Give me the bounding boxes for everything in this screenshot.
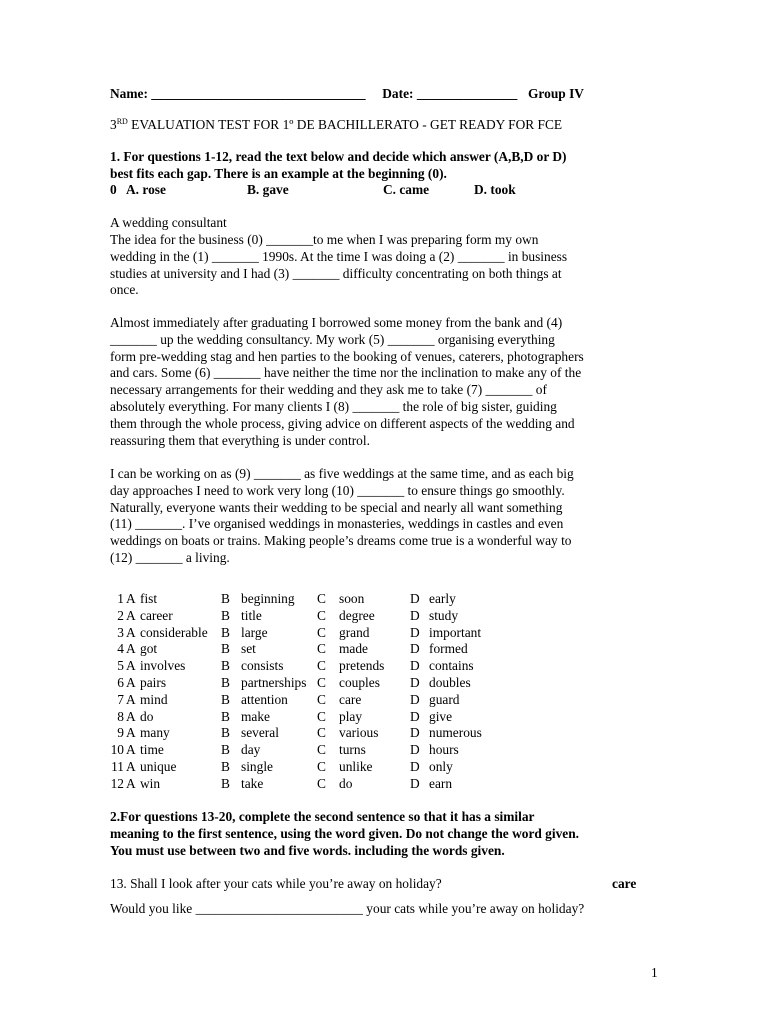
text-line: (11) _______. I’ve organised weddings in monasteries, weddings in castles and even bbox=[110, 516, 564, 532]
name-label: Name: bbox=[110, 86, 148, 101]
option-row bbox=[110, 608, 530, 625]
header-line bbox=[110, 86, 584, 102]
page-number: 1 bbox=[651, 965, 658, 980]
option-c: care bbox=[339, 691, 362, 707]
option-letter-a: A bbox=[126, 691, 136, 707]
option-letter-b: B bbox=[221, 607, 230, 623]
option-letter-c: C bbox=[317, 759, 326, 774]
option-letter-a: A bbox=[126, 725, 136, 741]
option-a: got bbox=[140, 641, 158, 657]
option-number: 12 bbox=[110, 775, 124, 791]
option-a: fist bbox=[140, 591, 158, 606]
option-a: win bbox=[140, 775, 161, 791]
option-d: earn bbox=[429, 775, 453, 791]
example-option-c: C. came bbox=[383, 182, 430, 197]
text-title: A wedding consultant bbox=[110, 215, 227, 230]
option-letter-b: B bbox=[221, 658, 230, 674]
text-line: _______ up the wedding consultancy. My work (5) _______ organising everything bbox=[110, 331, 555, 347]
option-a: unique bbox=[140, 759, 177, 774]
option-c: made bbox=[339, 641, 368, 657]
option-number: 6 bbox=[117, 675, 124, 690]
option-c: various bbox=[339, 725, 379, 741]
instruction-line: 2.For questions 13-20, complete the second sentence so that it has a similar bbox=[110, 809, 535, 824]
option-number: 3 bbox=[117, 624, 124, 640]
option-letter-d: D bbox=[410, 725, 420, 741]
option-b: single bbox=[241, 759, 273, 774]
option-letter-d: D bbox=[410, 641, 420, 657]
option-a: considerable bbox=[140, 624, 208, 640]
option-row bbox=[110, 776, 530, 793]
option-b: day bbox=[241, 742, 261, 758]
option-letter-b: B bbox=[221, 691, 230, 707]
text-line: day approaches I need to work very long (10) _______ to ensure things go smoothly. bbox=[110, 482, 565, 498]
option-number: 1 bbox=[117, 591, 124, 606]
date-label: Date: bbox=[382, 86, 414, 101]
date-blank: _______________ bbox=[416, 86, 518, 101]
option-number: 7 bbox=[117, 691, 124, 707]
text-line: reassuring them that everything is under control. bbox=[110, 432, 370, 448]
option-row bbox=[110, 742, 530, 759]
option-letter-b: B bbox=[221, 742, 230, 758]
name-blank: ________________________________ bbox=[151, 86, 366, 101]
question-13-keyword: care bbox=[612, 876, 637, 891]
question-13-answer-line: Would you like _________________________ your cats while you’re away on holiday? bbox=[110, 901, 585, 916]
option-row bbox=[110, 692, 530, 709]
text-line: absolutely everything. For many clients I (8) _______ the role of big sister, guiding bbox=[110, 398, 557, 414]
option-number: 5 bbox=[117, 658, 124, 674]
option-letter-d: D bbox=[410, 775, 420, 791]
text-line: and cars. Some (6) _______ have neither the time nor the inclination to make any of the bbox=[110, 365, 582, 381]
option-letter-a: A bbox=[126, 675, 136, 690]
option-letter-d: D bbox=[410, 624, 420, 640]
option-letter-b: B bbox=[221, 759, 230, 774]
option-letter-c: C bbox=[317, 624, 326, 640]
option-letter-a: A bbox=[126, 641, 136, 657]
option-letter-d: D bbox=[410, 607, 420, 623]
option-letter-b: B bbox=[221, 708, 230, 724]
option-d: important bbox=[429, 624, 482, 640]
text-line: wedding in the (1) _______ 1990s. At the time I was doing a (2) _______ in business bbox=[110, 248, 568, 264]
text-line: (12) _______ a living. bbox=[110, 549, 230, 565]
option-letter-b: B bbox=[221, 641, 230, 657]
option-letter-c: C bbox=[317, 691, 326, 707]
option-number: 8 bbox=[117, 708, 124, 724]
option-a: time bbox=[140, 742, 164, 758]
test-title bbox=[110, 117, 562, 133]
option-letter-d: D bbox=[410, 675, 420, 690]
option-letter-a: A bbox=[126, 591, 136, 606]
instruction-line: You must use between two and five words. including the words given. bbox=[110, 842, 505, 858]
paragraph-3 bbox=[110, 466, 574, 567]
option-b: beginning bbox=[241, 591, 295, 606]
text-line: Almost immediately after graduating I borrowed some money from the bank and (4) bbox=[110, 315, 563, 330]
option-letter-a: A bbox=[126, 607, 136, 623]
option-d: contains bbox=[429, 658, 474, 674]
option-letter-c: C bbox=[317, 675, 326, 690]
section2-instructions bbox=[110, 809, 579, 859]
option-c: couples bbox=[339, 675, 380, 690]
options-table bbox=[110, 591, 530, 793]
title-rest: EVALUATION TEST FOR 1º DE BACHILLERATO - GET READY FOR FCE bbox=[127, 117, 563, 132]
option-d: study bbox=[429, 607, 459, 623]
option-b: consists bbox=[241, 658, 284, 674]
instruction-line: 1. For questions 1-12, read the text below and decide which answer (A,B,D or D) bbox=[110, 149, 567, 164]
option-c: degree bbox=[339, 607, 375, 623]
title-prefix: 3 bbox=[110, 117, 117, 132]
text-line: weddings on boats or trains. Making people’s dreams come true is a wonderful way to bbox=[110, 533, 572, 549]
option-b: title bbox=[241, 607, 262, 623]
option-row bbox=[110, 725, 530, 742]
option-b: set bbox=[241, 641, 256, 657]
option-c: play bbox=[339, 708, 363, 724]
option-letter-c: C bbox=[317, 742, 326, 758]
option-row bbox=[110, 591, 530, 608]
option-b: take bbox=[241, 775, 264, 791]
option-c: grand bbox=[339, 624, 370, 640]
option-b: large bbox=[241, 624, 268, 640]
option-letter-d: D bbox=[410, 708, 420, 724]
option-row bbox=[110, 675, 530, 692]
option-c: do bbox=[339, 775, 353, 791]
text-line: them through the whole process, giving advice on different aspects of the wedding and bbox=[110, 415, 575, 431]
paragraph-1 bbox=[110, 232, 567, 299]
option-row bbox=[110, 759, 530, 776]
option-letter-c: C bbox=[317, 708, 326, 724]
option-letter-a: A bbox=[126, 708, 136, 724]
option-letter-c: C bbox=[317, 658, 326, 674]
option-letter-a: A bbox=[126, 658, 136, 674]
example-option-b: B. gave bbox=[247, 182, 289, 197]
option-d: only bbox=[429, 759, 453, 774]
option-b: attention bbox=[241, 691, 288, 707]
option-d: doubles bbox=[429, 675, 471, 690]
text-line: Naturally, everyone wants their wedding to be special and nearly all want something bbox=[110, 499, 563, 515]
option-a: involves bbox=[140, 658, 186, 674]
option-row bbox=[110, 641, 530, 658]
option-b: make bbox=[241, 708, 270, 724]
option-letter-a: A bbox=[126, 775, 136, 791]
option-number: 9 bbox=[117, 725, 124, 741]
example-num: 0 bbox=[110, 182, 117, 197]
option-a: career bbox=[140, 607, 173, 623]
option-d: numerous bbox=[429, 725, 482, 741]
option-d: give bbox=[429, 708, 453, 724]
option-letter-b: B bbox=[221, 675, 230, 690]
option-b: partnerships bbox=[241, 675, 307, 690]
question-13: 13. Shall I look after your cats while you’re away on holiday? bbox=[110, 876, 442, 891]
text-line: necessary arrangements for their wedding and they ask me to take (7) _______ of bbox=[110, 382, 547, 398]
option-a: do bbox=[140, 708, 154, 724]
title-sup: RD bbox=[116, 117, 128, 126]
option-letter-b: B bbox=[221, 775, 230, 791]
option-d: hours bbox=[429, 742, 459, 758]
option-letter-d: D bbox=[410, 691, 420, 707]
option-b: several bbox=[241, 725, 279, 741]
option-c: turns bbox=[339, 742, 366, 758]
option-letter-b: B bbox=[221, 725, 230, 741]
option-letter-c: C bbox=[317, 641, 326, 657]
paragraph-2 bbox=[110, 315, 584, 449]
text-line: studies at university and I had (3) _______ difficulty concentrating on both things at bbox=[110, 265, 562, 281]
option-a: many bbox=[140, 725, 170, 741]
option-letter-d: D bbox=[410, 759, 420, 774]
option-d: formed bbox=[429, 641, 468, 657]
option-row bbox=[110, 625, 530, 642]
option-letter-c: C bbox=[317, 725, 326, 741]
section1-instructions bbox=[110, 149, 567, 183]
text-line: once. bbox=[110, 282, 139, 298]
option-c: soon bbox=[339, 591, 365, 606]
option-letter-d: D bbox=[410, 591, 420, 606]
option-letter-a: A bbox=[126, 742, 136, 758]
option-c: unlike bbox=[339, 759, 373, 774]
example-option-a: A. rose bbox=[126, 182, 166, 197]
option-d: guard bbox=[429, 691, 460, 707]
option-a: pairs bbox=[140, 675, 167, 690]
instruction-line: best fits each gap. There is an example at the beginning (0). bbox=[110, 165, 447, 181]
example-option-d: D. took bbox=[474, 182, 516, 197]
option-d: early bbox=[429, 591, 456, 606]
document-page bbox=[110, 0, 660, 1024]
option-a: mind bbox=[140, 691, 168, 707]
option-letter-b: B bbox=[221, 624, 230, 640]
option-row bbox=[110, 709, 530, 726]
option-letter-a: A bbox=[126, 624, 136, 640]
option-letter-a: A bbox=[126, 759, 136, 774]
example-row bbox=[110, 182, 530, 199]
option-number: 11 bbox=[111, 759, 124, 774]
option-letter-d: D bbox=[410, 658, 420, 674]
option-letter-b: B bbox=[221, 591, 230, 606]
option-letter-c: C bbox=[317, 607, 326, 623]
option-number: 4 bbox=[117, 641, 124, 657]
text-line: The idea for the business (0) _______to me when I was preparing form my own bbox=[110, 232, 539, 247]
option-number: 2 bbox=[117, 607, 124, 623]
instruction-line: meaning to the first sentence, using the word given. Do not change the word given. bbox=[110, 825, 580, 841]
text-line: form pre-wedding stag and hen parties to the booking of venues, caterers, photographers bbox=[110, 348, 584, 364]
text-line: I can be working on as (9) _______ as five weddings at the same time, and as each big bbox=[110, 466, 574, 481]
option-letter-c: C bbox=[317, 591, 326, 606]
option-number: 10 bbox=[110, 742, 124, 758]
option-c: pretends bbox=[339, 658, 385, 674]
group-label: Group IV bbox=[528, 86, 584, 101]
option-row bbox=[110, 658, 530, 675]
option-letter-d: D bbox=[410, 742, 420, 758]
option-letter-c: C bbox=[317, 775, 326, 791]
